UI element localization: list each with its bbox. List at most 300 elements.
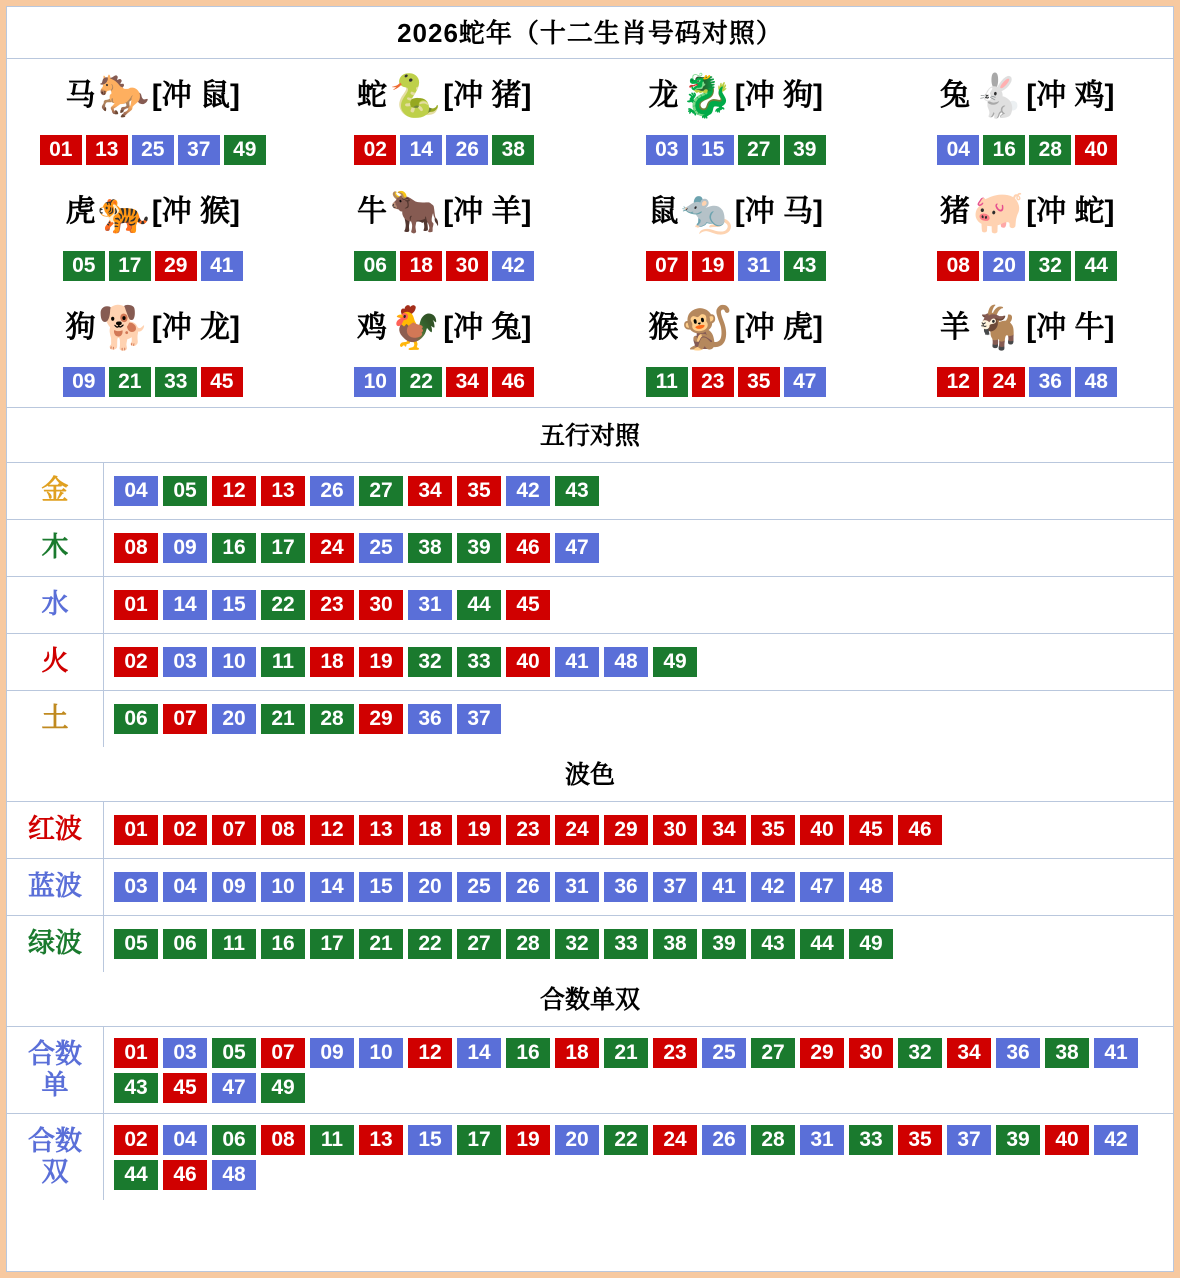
zodiac-clash-label: [冲 虎] [734, 311, 824, 344]
number-chip[interactable]: 07 [646, 251, 688, 281]
zodiac-cell-rooster[interactable] [299, 291, 591, 407]
number-chip[interactable]: 32 [408, 647, 452, 677]
number-chip[interactable]: 25 [359, 533, 403, 563]
zodiac-numbers [594, 367, 878, 397]
number-chip[interactable]: 46 [163, 1160, 207, 1190]
number-chip[interactable]: 21 [109, 367, 151, 397]
number-chip[interactable]: 35 [457, 476, 501, 506]
number-chip[interactable]: 43 [784, 251, 826, 281]
row-label: 合数 双 [7, 1114, 104, 1200]
number-chip[interactable]: 47 [784, 367, 826, 397]
number-chip[interactable]: 45 [201, 367, 243, 397]
zodiac-cell-goat[interactable] [882, 291, 1174, 407]
zodiac-name: 猴 [648, 311, 679, 344]
number-chip[interactable]: 21 [261, 704, 305, 734]
row-label: 水 [7, 577, 104, 633]
zodiac-heading [303, 181, 587, 243]
number-chip[interactable]: 29 [604, 815, 648, 845]
zodiac-clash-label: [冲 鸡] [1026, 79, 1115, 112]
zodiac-clash-label: [冲 羊] [443, 195, 532, 228]
number-chip[interactable]: 13 [261, 476, 305, 506]
zodiac-grid [7, 59, 1173, 408]
table-row [7, 802, 1173, 859]
number-chip[interactable]: 25 [132, 135, 174, 165]
horse-icon: 🐎 [97, 72, 150, 119]
number-chip[interactable]: 11 [212, 929, 256, 959]
number-chip[interactable]: 32 [898, 1038, 942, 1068]
number-chip[interactable]: 29 [359, 704, 403, 734]
number-chip[interactable]: 33 [604, 929, 648, 959]
number-chip[interactable]: 23 [506, 815, 550, 845]
number-chip[interactable]: 39 [457, 533, 501, 563]
number-chip[interactable]: 37 [947, 1125, 991, 1155]
zodiac-heading [886, 65, 1170, 127]
number-chip[interactable]: 06 [114, 704, 158, 734]
number-chip[interactable]: 19 [506, 1125, 550, 1155]
number-chip[interactable]: 14 [310, 872, 354, 902]
number-chip[interactable]: 36 [408, 704, 452, 734]
heshu-section-title: 合数单双 [7, 972, 1173, 1027]
number-chip[interactable]: 35 [738, 367, 780, 397]
number-chip[interactable]: 23 [653, 1038, 697, 1068]
number-chip[interactable]: 45 [849, 815, 893, 845]
zodiac-numbers [594, 251, 878, 281]
number-chip[interactable]: 38 [653, 929, 697, 959]
number-chip[interactable]: 04 [163, 872, 207, 902]
number-chip[interactable]: 38 [492, 135, 534, 165]
number-chip[interactable]: 40 [506, 647, 550, 677]
zodiac-name: 马 [65, 79, 96, 112]
number-chip[interactable]: 31 [408, 590, 452, 620]
number-chip[interactable]: 05 [114, 929, 158, 959]
row-label: 火 [7, 634, 104, 690]
goat-icon: 🐐 [971, 304, 1025, 351]
number-chip[interactable]: 25 [457, 872, 501, 902]
number-chip[interactable]: 48 [1075, 367, 1117, 397]
zodiac-heading [594, 297, 878, 359]
row-label: 红波 [7, 802, 104, 858]
number-chip[interactable]: 05 [163, 476, 207, 506]
number-chip[interactable]: 40 [1045, 1125, 1089, 1155]
zodiac-cell-tiger[interactable] [7, 175, 299, 291]
wuxing-rows [7, 463, 1173, 747]
zodiac-cell-snake[interactable] [299, 59, 591, 175]
snake-icon: 🐍 [388, 72, 442, 119]
row-label: 土 [7, 691, 104, 747]
row-numbers [104, 807, 1173, 853]
zodiac-cell-horse[interactable] [7, 59, 299, 175]
chart-inner-frame [6, 6, 1174, 1272]
number-chip[interactable]: 18 [310, 647, 354, 677]
number-chip[interactable]: 37 [457, 704, 501, 734]
number-chip[interactable]: 14 [400, 135, 442, 165]
zodiac-clash-label: [冲 蛇] [1026, 195, 1115, 228]
zodiac-heading [11, 181, 295, 243]
number-chip[interactable]: 30 [359, 590, 403, 620]
zodiac-numbers [11, 135, 295, 165]
number-chip[interactable]: 04 [114, 476, 158, 506]
number-chip[interactable]: 44 [1075, 251, 1117, 281]
zodiac-heading [594, 65, 878, 127]
number-chip[interactable]: 05 [63, 251, 105, 281]
number-chip[interactable]: 03 [114, 872, 158, 902]
number-chip[interactable]: 01 [114, 815, 158, 845]
number-chip[interactable]: 19 [692, 251, 734, 281]
number-chip[interactable]: 44 [457, 590, 501, 620]
number-chip[interactable]: 45 [506, 590, 550, 620]
zodiac-name: 狗 [65, 311, 96, 344]
zodiac-cell-dog[interactable] [7, 291, 299, 407]
number-chip[interactable]: 20 [983, 251, 1025, 281]
number-chip[interactable]: 27 [738, 135, 780, 165]
number-chip[interactable]: 09 [212, 872, 256, 902]
number-chip[interactable]: 49 [849, 929, 893, 959]
number-chip[interactable]: 31 [738, 251, 780, 281]
number-chip[interactable]: 11 [310, 1125, 354, 1155]
zodiac-heading [11, 65, 295, 127]
number-chip[interactable]: 16 [506, 1038, 550, 1068]
page-title: 2026蛇年（十二生肖号码对照） [7, 7, 1173, 59]
number-chip[interactable]: 20 [555, 1125, 599, 1155]
zodiac-heading [886, 297, 1170, 359]
zodiac-clash-label: [冲 猴] [151, 195, 241, 228]
number-chip[interactable]: 36 [604, 872, 648, 902]
number-chip[interactable]: 44 [114, 1160, 158, 1190]
row-label: 蓝波 [7, 859, 104, 915]
number-chip[interactable]: 28 [751, 1125, 795, 1155]
heshu-rows [7, 1027, 1173, 1200]
number-chip[interactable]: 15 [692, 135, 734, 165]
zodiac-name: 羊 [939, 311, 970, 344]
row-label: 金 [7, 463, 104, 519]
zodiac-numbers [886, 251, 1170, 281]
number-chip[interactable]: 24 [555, 815, 599, 845]
number-chip[interactable]: 33 [457, 647, 501, 677]
number-chip[interactable]: 49 [261, 1073, 305, 1103]
row-numbers [104, 582, 1173, 628]
number-chip[interactable]: 13 [359, 815, 403, 845]
number-chip[interactable]: 08 [261, 815, 305, 845]
row-label: 绿波 [7, 916, 104, 972]
number-chip[interactable]: 29 [800, 1038, 844, 1068]
rat-icon: 🐀 [680, 188, 733, 235]
zodiac-cell-ox[interactable] [299, 175, 591, 291]
number-chip[interactable]: 18 [400, 251, 442, 281]
number-chip[interactable]: 01 [114, 590, 158, 620]
number-chip[interactable]: 22 [604, 1125, 648, 1155]
dragon-icon: 🐉 [680, 72, 733, 119]
number-chip[interactable]: 22 [408, 929, 452, 959]
zodiac-heading [303, 297, 587, 359]
number-chip[interactable]: 12 [310, 815, 354, 845]
number-chip[interactable]: 24 [983, 367, 1025, 397]
number-chip[interactable]: 19 [457, 815, 501, 845]
table-row [7, 634, 1173, 691]
tiger-icon: 🐅 [97, 188, 150, 235]
number-chip[interactable]: 47 [212, 1073, 256, 1103]
number-chip[interactable]: 10 [359, 1038, 403, 1068]
number-chip[interactable]: 42 [1094, 1125, 1138, 1155]
number-chip[interactable]: 43 [555, 476, 599, 506]
number-chip[interactable]: 10 [354, 367, 396, 397]
number-chip[interactable]: 41 [702, 872, 746, 902]
number-chip[interactable]: 26 [702, 1125, 746, 1155]
number-chip[interactable]: 39 [702, 929, 746, 959]
number-chip[interactable]: 03 [163, 647, 207, 677]
number-chip[interactable]: 38 [1045, 1038, 1089, 1068]
number-chip[interactable]: 25 [702, 1038, 746, 1068]
number-chip[interactable]: 26 [310, 476, 354, 506]
number-chip[interactable]: 02 [354, 135, 396, 165]
number-chip[interactable]: 22 [261, 590, 305, 620]
number-chip[interactable]: 48 [212, 1160, 256, 1190]
number-chip[interactable]: 07 [163, 704, 207, 734]
number-chip[interactable]: 12 [408, 1038, 452, 1068]
number-chip[interactable]: 19 [359, 647, 403, 677]
number-chip[interactable]: 08 [114, 533, 158, 563]
zodiac-name: 龙 [648, 79, 679, 112]
zodiac-cell-rat[interactable] [590, 175, 882, 291]
number-chip[interactable]: 32 [555, 929, 599, 959]
number-chip[interactable]: 11 [646, 367, 688, 397]
zodiac-heading [594, 181, 878, 243]
zodiac-name: 牛 [356, 195, 387, 228]
number-chip[interactable]: 06 [212, 1125, 256, 1155]
number-chip[interactable]: 03 [646, 135, 688, 165]
zodiac-numbers [594, 135, 878, 165]
rooster-icon: 🐓 [388, 304, 442, 351]
number-chip[interactable]: 35 [751, 815, 795, 845]
zodiac-numbers [303, 135, 587, 165]
number-chip[interactable]: 42 [751, 872, 795, 902]
number-chip[interactable]: 48 [849, 872, 893, 902]
number-chip[interactable]: 47 [555, 533, 599, 563]
number-chip[interactable]: 22 [400, 367, 442, 397]
zodiac-heading [303, 65, 587, 127]
bose-rows [7, 802, 1173, 972]
number-chip[interactable]: 16 [261, 929, 305, 959]
number-chip[interactable]: 01 [114, 1038, 158, 1068]
row-numbers [104, 525, 1173, 571]
number-chip[interactable]: 34 [947, 1038, 991, 1068]
number-chip[interactable]: 42 [492, 251, 534, 281]
monkey-icon: 🐒 [680, 304, 733, 351]
number-chip[interactable]: 17 [457, 1125, 501, 1155]
number-chip[interactable]: 07 [212, 815, 256, 845]
number-chip[interactable]: 35 [898, 1125, 942, 1155]
zodiac-cell-pig[interactable] [882, 175, 1174, 291]
number-chip[interactable]: 16 [212, 533, 256, 563]
number-chip[interactable]: 14 [457, 1038, 501, 1068]
table-row [7, 463, 1173, 520]
number-chip[interactable]: 46 [506, 533, 550, 563]
number-chip[interactable]: 01 [40, 135, 82, 165]
number-chip[interactable]: 15 [212, 590, 256, 620]
number-chip[interactable]: 31 [555, 872, 599, 902]
number-chip[interactable]: 34 [446, 367, 488, 397]
table-row [7, 691, 1173, 747]
row-label: 木 [7, 520, 104, 576]
row-numbers [104, 921, 1173, 967]
zodiac-numbers [11, 251, 295, 281]
number-chip[interactable]: 46 [492, 367, 534, 397]
number-chip[interactable]: 10 [261, 872, 305, 902]
zodiac-clash-label: [冲 兔] [443, 311, 532, 344]
number-chip[interactable]: 02 [114, 647, 158, 677]
number-chip[interactable]: 43 [751, 929, 795, 959]
number-chip[interactable]: 13 [359, 1125, 403, 1155]
number-chip[interactable]: 24 [310, 533, 354, 563]
row-numbers [104, 864, 1173, 910]
zodiac-clash-label: [冲 猪] [443, 79, 532, 112]
number-chip[interactable]: 40 [1075, 135, 1117, 165]
number-chip[interactable]: 43 [114, 1073, 158, 1103]
number-chip[interactable]: 32 [1029, 251, 1071, 281]
number-chip[interactable]: 38 [408, 533, 452, 563]
number-chip[interactable]: 30 [849, 1038, 893, 1068]
number-chip[interactable]: 12 [212, 476, 256, 506]
number-chip[interactable]: 14 [163, 590, 207, 620]
zodiac-cell-rabbit[interactable] [882, 59, 1174, 175]
number-chip[interactable]: 21 [359, 929, 403, 959]
number-chip[interactable]: 16 [983, 135, 1025, 165]
pig-icon: 🐖 [971, 188, 1025, 235]
number-chip[interactable]: 06 [163, 929, 207, 959]
wuxing-section-title: 五行对照 [7, 408, 1173, 463]
number-chip[interactable]: 12 [937, 367, 979, 397]
number-chip[interactable]: 30 [446, 251, 488, 281]
number-chip[interactable]: 18 [555, 1038, 599, 1068]
number-chip[interactable]: 41 [1094, 1038, 1138, 1068]
number-chip[interactable]: 17 [310, 929, 354, 959]
dog-icon: 🐕 [97, 304, 150, 351]
number-chip[interactable]: 17 [109, 251, 151, 281]
number-chip[interactable]: 13 [86, 135, 128, 165]
number-chip[interactable]: 47 [800, 872, 844, 902]
number-chip[interactable]: 34 [702, 815, 746, 845]
table-row [7, 1027, 1173, 1114]
number-chip[interactable]: 02 [163, 815, 207, 845]
number-chip[interactable]: 39 [996, 1125, 1040, 1155]
number-chip[interactable]: 27 [359, 476, 403, 506]
number-chip[interactable]: 15 [359, 872, 403, 902]
number-chip[interactable]: 39 [784, 135, 826, 165]
zodiac-cell-monkey[interactable] [590, 291, 882, 407]
row-numbers [104, 1117, 1173, 1198]
zodiac-heading [11, 297, 295, 359]
number-chip[interactable]: 34 [408, 476, 452, 506]
number-chip[interactable]: 49 [224, 135, 266, 165]
number-chip[interactable]: 15 [408, 1125, 452, 1155]
number-chip[interactable]: 03 [163, 1038, 207, 1068]
number-chip[interactable]: 27 [457, 929, 501, 959]
row-numbers [104, 639, 1173, 685]
number-chip[interactable]: 28 [1029, 135, 1071, 165]
number-chip[interactable]: 36 [1029, 367, 1071, 397]
number-chip[interactable]: 45 [163, 1073, 207, 1103]
number-chip[interactable]: 10 [212, 647, 256, 677]
zodiac-cell-dragon[interactable] [590, 59, 882, 175]
number-chip[interactable]: 09 [163, 533, 207, 563]
number-chip[interactable]: 37 [653, 872, 697, 902]
number-chip[interactable]: 33 [155, 367, 197, 397]
row-numbers [104, 468, 1173, 514]
number-chip[interactable]: 40 [800, 815, 844, 845]
table-row [7, 1114, 1173, 1200]
number-chip[interactable]: 05 [212, 1038, 256, 1068]
number-chip[interactable]: 09 [310, 1038, 354, 1068]
zodiac-name: 兔 [939, 79, 970, 112]
number-chip[interactable]: 41 [201, 251, 243, 281]
zodiac-clash-label: [冲 牛] [1026, 311, 1115, 344]
number-chip[interactable]: 08 [937, 251, 979, 281]
number-chip[interactable]: 37 [178, 135, 220, 165]
ox-icon: 🐂 [388, 188, 442, 235]
number-chip[interactable]: 07 [261, 1038, 305, 1068]
rabbit-icon: 🐇 [971, 72, 1025, 119]
number-chip[interactable]: 02 [114, 1125, 158, 1155]
zodiac-clash-label: [冲 狗] [734, 79, 824, 112]
row-label: 合数 单 [7, 1027, 104, 1113]
number-chip[interactable]: 04 [937, 135, 979, 165]
number-chip[interactable]: 23 [310, 590, 354, 620]
number-chip[interactable]: 18 [408, 815, 452, 845]
number-chip[interactable]: 29 [155, 251, 197, 281]
number-chip[interactable]: 23 [692, 367, 734, 397]
zodiac-numbers [303, 367, 587, 397]
table-row [7, 916, 1173, 972]
number-chip[interactable]: 09 [63, 367, 105, 397]
number-chip[interactable]: 49 [653, 647, 697, 677]
zodiac-clash-label: [冲 鼠] [151, 79, 241, 112]
number-chip[interactable]: 48 [604, 647, 648, 677]
number-chip[interactable]: 41 [555, 647, 599, 677]
zodiac-clash-label: [冲 马] [734, 195, 824, 228]
number-chip[interactable]: 26 [506, 872, 550, 902]
number-chip[interactable]: 06 [354, 251, 396, 281]
number-chip[interactable]: 11 [261, 647, 305, 677]
zodiac-name: 猪 [939, 195, 970, 228]
number-chip[interactable]: 30 [653, 815, 697, 845]
zodiac-name: 蛇 [356, 79, 387, 112]
number-chip[interactable]: 31 [800, 1125, 844, 1155]
zodiac-numbers [303, 251, 587, 281]
number-chip[interactable]: 26 [446, 135, 488, 165]
number-chip[interactable]: 44 [800, 929, 844, 959]
number-chip[interactable]: 21 [604, 1038, 648, 1068]
zodiac-heading [886, 181, 1170, 243]
zodiac-name: 鸡 [356, 311, 387, 344]
number-chip[interactable]: 08 [261, 1125, 305, 1155]
zodiac-name: 虎 [65, 195, 96, 228]
number-chip[interactable]: 42 [506, 476, 550, 506]
number-chip[interactable]: 27 [751, 1038, 795, 1068]
number-chip[interactable]: 28 [310, 704, 354, 734]
zodiac-numbers [886, 135, 1170, 165]
number-chip[interactable]: 20 [212, 704, 256, 734]
number-chip[interactable]: 24 [653, 1125, 697, 1155]
number-chip[interactable]: 33 [849, 1125, 893, 1155]
number-chip[interactable]: 46 [898, 815, 942, 845]
zodiac-numbers [886, 367, 1170, 397]
zodiac-name: 鼠 [648, 195, 679, 228]
zodiac-clash-label: [冲 龙] [151, 311, 241, 344]
number-chip[interactable]: 04 [163, 1125, 207, 1155]
number-chip[interactable]: 36 [996, 1038, 1040, 1068]
number-chip[interactable]: 20 [408, 872, 452, 902]
number-chip[interactable]: 28 [506, 929, 550, 959]
number-chip[interactable]: 17 [261, 533, 305, 563]
